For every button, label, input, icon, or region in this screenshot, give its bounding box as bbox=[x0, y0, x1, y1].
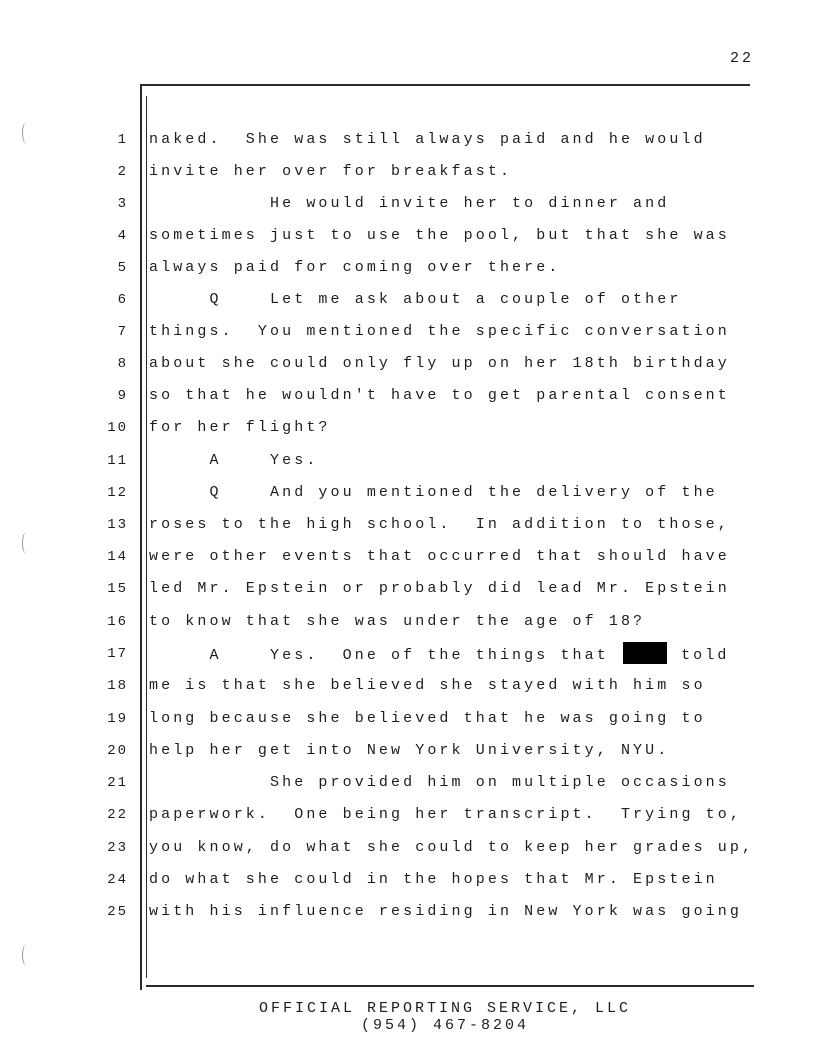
transcript-line bbox=[0, 481, 820, 505]
line-text bbox=[149, 642, 729, 668]
page-number: 22 bbox=[729, 50, 754, 67]
line-text: long because she believed that he was going to bbox=[149, 710, 706, 727]
line-text: She provided him on multiple occasions bbox=[149, 774, 730, 791]
line-number: 10 bbox=[107, 420, 128, 436]
line-number: 21 bbox=[107, 775, 128, 791]
transcript-line bbox=[0, 320, 820, 344]
line-number: 18 bbox=[107, 678, 128, 694]
line-number: 1 bbox=[117, 132, 128, 148]
transcript-line bbox=[0, 513, 820, 537]
line-text: A Yes. bbox=[149, 452, 319, 469]
line-text: about she could only fly up on her 18th birthday bbox=[149, 355, 730, 372]
line-number: 14 bbox=[107, 549, 128, 565]
line-text: you know, do what she could to keep her grades up, bbox=[149, 839, 755, 856]
transcript-line bbox=[0, 224, 820, 248]
line-text: with his influence residing in New York was going bbox=[149, 903, 742, 920]
line-number: 4 bbox=[117, 228, 128, 244]
page-border-bottom bbox=[146, 985, 754, 987]
line-number: 11 bbox=[107, 453, 128, 469]
transcript-line bbox=[0, 610, 820, 634]
line-text: for her flight? bbox=[149, 419, 331, 436]
transcript-line bbox=[0, 868, 820, 892]
transcript-line bbox=[0, 192, 820, 216]
footer-company-name: OFFICIAL REPORTING SERVICE, LLC bbox=[258, 1000, 632, 1017]
line-number: 24 bbox=[107, 872, 128, 888]
line-text-after-redaction: told bbox=[668, 647, 730, 664]
line-text: Q Let me ask about a couple of other bbox=[149, 291, 682, 308]
line-text: things. You mentioned the specific conversation bbox=[149, 323, 730, 340]
line-text: so that he wouldn't have to get parental consent bbox=[149, 387, 730, 404]
line-text: were other events that occurred that should have bbox=[149, 548, 730, 565]
line-text: He would invite her to dinner and bbox=[149, 195, 670, 212]
line-text: me is that she believed she stayed with him so bbox=[149, 677, 706, 694]
line-number: 9 bbox=[117, 388, 128, 404]
transcript-line bbox=[0, 288, 820, 312]
line-text-before-redaction: A Yes. One of the things that bbox=[149, 647, 621, 664]
line-number: 20 bbox=[107, 743, 128, 759]
line-number: 5 bbox=[117, 260, 128, 276]
transcript-line bbox=[0, 256, 820, 280]
line-text: roses to the high school. In addition to those, bbox=[149, 516, 730, 533]
line-number: 7 bbox=[117, 324, 128, 340]
transcript-line bbox=[0, 642, 820, 666]
line-number: 22 bbox=[107, 807, 128, 823]
transcript-line bbox=[0, 449, 820, 473]
line-text: always paid for coming over there. bbox=[149, 259, 561, 276]
transcript-line bbox=[0, 128, 820, 152]
line-text: led Mr. Epstein or probably did lead Mr. Epstein bbox=[149, 580, 730, 597]
transcript-line bbox=[0, 384, 820, 408]
line-text: to know that she was under the age of 18? bbox=[149, 613, 646, 630]
transcript-line bbox=[0, 160, 820, 184]
transcript-line bbox=[0, 836, 820, 860]
hole-punch-mark bbox=[22, 944, 31, 966]
transcript-line bbox=[0, 545, 820, 569]
line-number: 3 bbox=[117, 196, 128, 212]
transcript-line bbox=[0, 803, 820, 827]
page-border-top bbox=[140, 84, 750, 86]
line-text: sometimes just to use the pool, but that she was bbox=[149, 227, 730, 244]
transcript-line bbox=[0, 739, 820, 763]
line-number: 6 bbox=[117, 292, 128, 308]
line-text: do what she could in the hopes that Mr. Epstein bbox=[149, 871, 718, 888]
transcript-line bbox=[0, 707, 820, 731]
line-number: 17 bbox=[107, 646, 128, 662]
redaction-box bbox=[623, 642, 667, 664]
line-number: 13 bbox=[107, 517, 128, 533]
line-number: 15 bbox=[107, 581, 128, 597]
transcript-line bbox=[0, 771, 820, 795]
line-text: naked. She was still always paid and he would bbox=[149, 131, 706, 148]
transcript-line bbox=[0, 577, 820, 601]
transcript-line bbox=[0, 352, 820, 376]
footer-phone-number: (954) 467-8204 bbox=[360, 1017, 530, 1034]
transcript-line bbox=[0, 674, 820, 698]
line-number: 19 bbox=[107, 711, 128, 727]
line-text: help her get into New York University, NYU. bbox=[149, 742, 670, 759]
line-text: Q And you mentioned the delivery of the bbox=[149, 484, 718, 501]
line-number: 23 bbox=[107, 840, 128, 856]
line-number: 8 bbox=[117, 356, 128, 372]
transcript-line bbox=[0, 416, 820, 440]
line-text: paperwork. One being her transcript. Trying to, bbox=[149, 806, 742, 823]
line-text: invite her over for breakfast. bbox=[149, 163, 513, 180]
transcript-line bbox=[0, 900, 820, 924]
line-number: 25 bbox=[107, 904, 128, 920]
line-number: 12 bbox=[107, 485, 128, 501]
line-number: 16 bbox=[107, 614, 128, 630]
line-number: 2 bbox=[117, 164, 128, 180]
